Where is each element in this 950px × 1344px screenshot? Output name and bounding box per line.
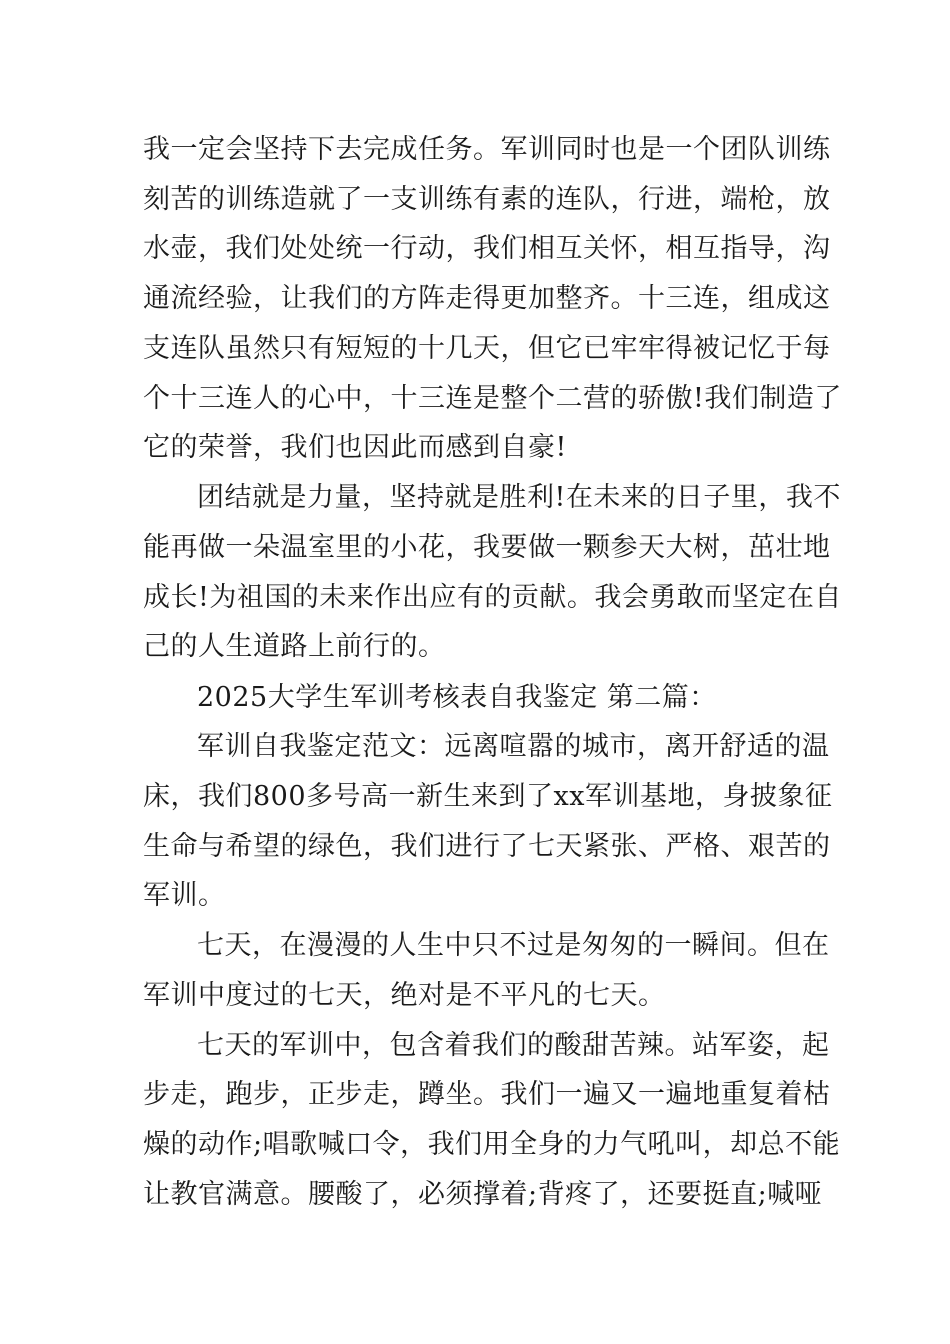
text-line: 支连队虽然只有短短的十几天，但它已牢牢得被记忆于每 bbox=[143, 333, 831, 364]
section-heading: 2025大学生军训考核表自我鉴定 第二篇： bbox=[197, 682, 717, 713]
paragraph-start-line: 团结就是力量，坚持就是胜利!在未来的日子里，我不 bbox=[197, 482, 841, 513]
text-line: 军训中度过的七天，绝对是不平凡的七天。 bbox=[143, 980, 666, 1011]
paragraph-start-line: 军训自我鉴定范文：远离喧嚣的城市，离开舒适的温 bbox=[197, 731, 830, 762]
text-line: 生命与希望的绿色，我们进行了七天紧张、严格、艰苦的 bbox=[143, 831, 831, 862]
text-line: 己的人生道路上前行的。 bbox=[143, 631, 446, 662]
paragraph-start-line: 七天的军训中，包含着我们的酸甜苦辣。站军姿，起 bbox=[197, 1030, 830, 1061]
text-line: 水壶，我们处处统一行动，我们相互关怀，相互指导，沟 bbox=[143, 233, 831, 264]
paragraph-start-line: 七天，在漫漫的人生中只不过是匆匆的一瞬间。但在 bbox=[197, 930, 830, 961]
text-line: 床，我们800多号高一新生来到了xx军训基地，身披象征 bbox=[143, 781, 833, 812]
text-line: 步走，跑步，正步走，蹲坐。我们一遍又一遍地重复着枯 bbox=[143, 1079, 831, 1110]
text-line: 能再做一朵温室里的小花，我要做一颗参天大树，茁壮地 bbox=[143, 532, 831, 563]
text-line: 个十三连人的心中，十三连是整个二营的骄傲!我们制造了 bbox=[143, 383, 842, 414]
text-line: 我一定会坚持下去完成任务。军训同时也是一个团队训练 bbox=[143, 134, 831, 165]
text-line: 成长!为祖国的未来作出应有的贡献。我会勇敢而坚定在自 bbox=[143, 582, 842, 613]
text-line: 让教官满意。腰酸了，必须撑着;背疼了，还要挺直;喊哑 bbox=[143, 1179, 823, 1210]
text-line: 军训。 bbox=[143, 880, 226, 911]
text-line: 燥的动作;唱歌喊口令，我们用全身的力气吼叫，却总不能 bbox=[143, 1129, 841, 1160]
text-line: 它的荣誉，我们也因此而感到自豪! bbox=[143, 432, 567, 463]
text-line: 刻苦的训练造就了一支训练有素的连队，行进，端枪，放 bbox=[143, 184, 831, 215]
text-line: 通流经验，让我们的方阵走得更加整齐。十三连，组成这 bbox=[143, 283, 831, 314]
